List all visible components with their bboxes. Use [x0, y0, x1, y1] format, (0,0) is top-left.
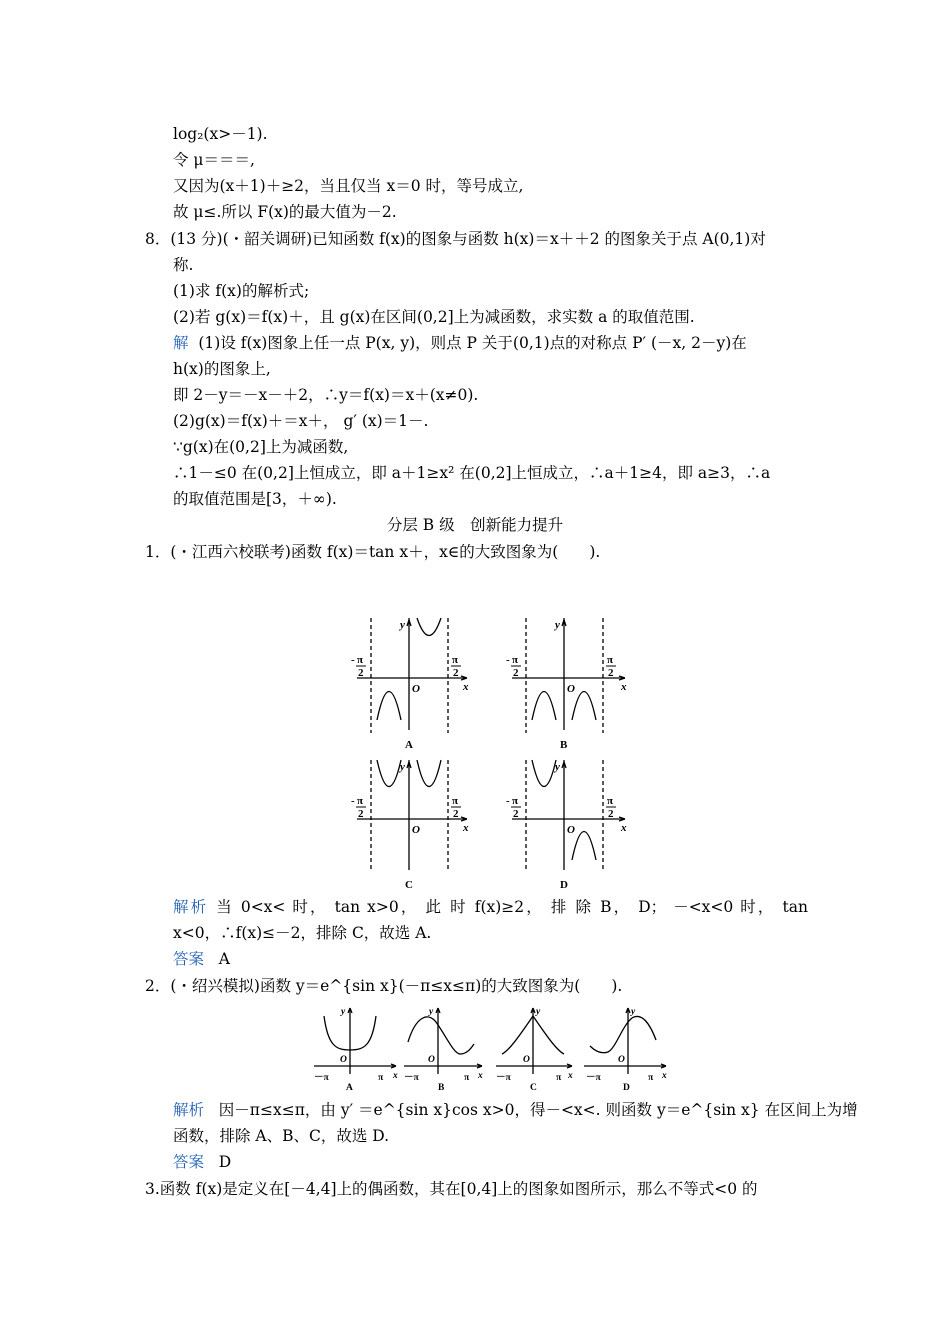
x-label: x — [621, 822, 627, 834]
text-line: (1)求 f(x)的解析式; — [173, 282, 310, 300]
y-label: y — [429, 1007, 434, 1017]
section-heading: 分层 B 级 创新能力提升 — [386, 516, 564, 534]
axis-arrows — [562, 762, 625, 821]
figure-tan-options — [345, 608, 645, 900]
figure-exp-sin-options — [310, 1002, 680, 1090]
option-b-label: B — [438, 1083, 445, 1090]
tan-graph-svg — [345, 608, 645, 900]
text-line: (2)若 g(x)＝f(x)＋，且 g(x)在区间(0,2]上为减函数，求实数 a 的取值范围. — [173, 308, 695, 326]
x-label: x — [568, 1071, 573, 1081]
option-a-label: A — [346, 1083, 353, 1090]
pi-label: π — [512, 795, 519, 807]
pi-label: π — [452, 795, 459, 807]
answer-label: 答案 — [173, 950, 205, 968]
origin-label: O — [567, 824, 575, 836]
axis-arrows — [531, 1008, 572, 1068]
y-label: y — [341, 1007, 346, 1017]
option-c-label: C — [405, 879, 413, 891]
graph-c — [496, 1008, 572, 1074]
x-label: x — [463, 822, 469, 834]
graph-b — [404, 1008, 482, 1074]
text-line: h(x)的图象上, — [173, 360, 271, 378]
text-line: 称. — [173, 256, 194, 274]
minus-sign: - — [351, 795, 355, 807]
two-label: 2 — [358, 667, 364, 679]
two-label: 2 — [513, 808, 519, 820]
x-label: x — [478, 1071, 483, 1081]
option-d-label: D — [623, 1083, 630, 1090]
option-a-label: A — [405, 739, 413, 751]
analysis-line — [173, 1100, 858, 1120]
pi-label: π — [556, 1073, 562, 1083]
origin-label: O — [567, 683, 575, 695]
text-line: 的取值范围是[3，＋∞). — [173, 490, 337, 508]
analysis-label: 解析 — [173, 898, 209, 916]
y-label: y — [631, 1007, 636, 1017]
neg-pi-label: －π — [586, 1073, 601, 1083]
text-line: 令 μ＝＝＝, — [173, 151, 255, 169]
answer-value: D — [218, 1153, 232, 1171]
solution-label: 解 — [173, 334, 189, 352]
analysis-line — [173, 897, 808, 917]
minus-sign: - — [506, 795, 510, 807]
y-label: y — [555, 761, 560, 773]
graph-c — [357, 760, 467, 870]
x-label: x — [463, 681, 469, 693]
curve — [408, 1017, 474, 1054]
answer-label: 答案 — [173, 1153, 205, 1171]
origin-label: O — [523, 1055, 530, 1065]
text-line: ∵g(x)在(0,2]上为减函数, — [173, 438, 349, 456]
origin-label: O — [618, 1055, 625, 1065]
two-label: 2 — [608, 808, 614, 820]
text-line: 故 μ≤.所以 F(x)的最大值为－2. — [173, 203, 397, 221]
neg-pi-label: －π — [496, 1073, 511, 1083]
curve-upper — [417, 618, 441, 636]
analysis-label: 解析 — [173, 1101, 205, 1119]
minus-sign: - — [506, 654, 510, 666]
pi-label: π — [357, 795, 364, 807]
neg-pi-label: －π — [404, 1073, 419, 1083]
curve-right — [417, 760, 441, 787]
answer-value: A — [218, 950, 230, 968]
graph-a — [357, 618, 467, 733]
pi-label: π — [648, 1073, 654, 1083]
graph-d — [584, 1008, 666, 1074]
pi-label: π — [464, 1073, 470, 1083]
question-3: 3.函数 f(x)是定义在[－4,4]上的偶函数，其在[0,4]上的图象如图所示，那么不等式<0 的 — [145, 1180, 758, 1198]
question-8: 8．(13 分)(・韶关调研)已知函数 f(x)的图象与函数 h(x)＝x＋＋2 的图象关于点 A(0,1)对 — [145, 230, 766, 248]
two-label: 2 — [358, 808, 364, 820]
curve-right — [572, 692, 596, 721]
answer-line — [173, 949, 230, 969]
two-label: 2 — [453, 667, 459, 679]
option-d-label: D — [560, 879, 568, 891]
y-label: y — [400, 761, 405, 773]
origin-label: O — [428, 1055, 435, 1065]
y-label: y — [400, 619, 405, 631]
pi-label: π — [378, 1073, 384, 1083]
minus-sign: - — [351, 654, 355, 666]
pi-label: π — [607, 654, 614, 666]
curve-lower — [377, 692, 401, 721]
text-line: x<0，∴f(x)≤－2，排除 C，故选 A. — [173, 924, 432, 942]
exp-sin-graph-svg — [310, 1002, 680, 1090]
axis-arrows — [562, 620, 625, 680]
text-line: log₂(x>－1). — [173, 125, 268, 143]
two-label: 2 — [453, 808, 459, 820]
axis-arrows — [626, 1008, 666, 1068]
x-label: x — [662, 1071, 667, 1081]
origin-label: O — [412, 683, 420, 695]
analysis-text: 当 0<x< 时， tan x>0， 此 时 f(x)≥2， 排 除 B， D； －<x<0 时， tan — [216, 898, 808, 916]
text-line: 即 2－y＝－x－＋2，∴y＝f(x)＝x＋(x≠0). — [173, 386, 479, 404]
origin-label: O — [412, 824, 420, 836]
pi-label: π — [512, 654, 519, 666]
x-label: x — [621, 681, 627, 693]
origin-label: O — [340, 1055, 347, 1065]
answer-line — [173, 1152, 231, 1172]
pi-label: π — [357, 654, 364, 666]
two-label: 2 — [608, 667, 614, 679]
two-label: 2 — [513, 667, 519, 679]
y-label: y — [555, 619, 560, 631]
solution-text: (1)设 f(x)图象上任一点 P(x, y)，则点 P 关于(0,1)点的对称点 P′ (－x, 2－y)在 — [198, 334, 747, 352]
text-line: 又因为(x＋1)＋≥2，当且仅当 x＝0 时，等号成立, — [173, 177, 524, 195]
text-line: ∴1－≤0 在(0,2]上恒成立，即 a＋1≥x² 在(0,2]上恒成立，∴a＋1≥4，即 a≥3，∴a — [173, 464, 771, 482]
curve-left — [532, 692, 556, 721]
question-1: 1．(・江西六校联考)函数 f(x)＝tan x＋，x∈的大致图象为( ). — [145, 543, 601, 561]
text-line: 函数，排除 A、B、C，故选 D. — [173, 1127, 390, 1145]
axis-arrows — [436, 1008, 482, 1068]
curve — [590, 1016, 656, 1052]
text-line: (2)g(x)＝f(x)＋＝x＋， g′ (x)＝1－. — [173, 412, 429, 430]
analysis-text: 因－π≤x≤π，由 y′ ＝e^{sin x}cos x>0，得－<x<. 则函数 y＝e^{sin x} 在区间上为增 — [218, 1101, 858, 1119]
curve-left — [377, 760, 401, 787]
pi-label: π — [607, 795, 614, 807]
y-label: y — [536, 1007, 541, 1017]
graph-a — [314, 1008, 396, 1074]
option-c-label: C — [530, 1083, 537, 1090]
solution-line — [173, 333, 747, 353]
x-label: x — [393, 1071, 398, 1081]
question-2: 2．(・绍兴模拟)函数 y＝e^{sin x}(－π≤x≤π)的大致图象为( ). — [145, 977, 623, 995]
curve-lower — [572, 832, 596, 861]
axis-arrows — [348, 1008, 396, 1068]
pi-label: π — [452, 654, 459, 666]
curve-upper — [532, 760, 556, 787]
neg-pi-label: －π — [314, 1073, 329, 1083]
option-b-label: B — [560, 739, 568, 751]
